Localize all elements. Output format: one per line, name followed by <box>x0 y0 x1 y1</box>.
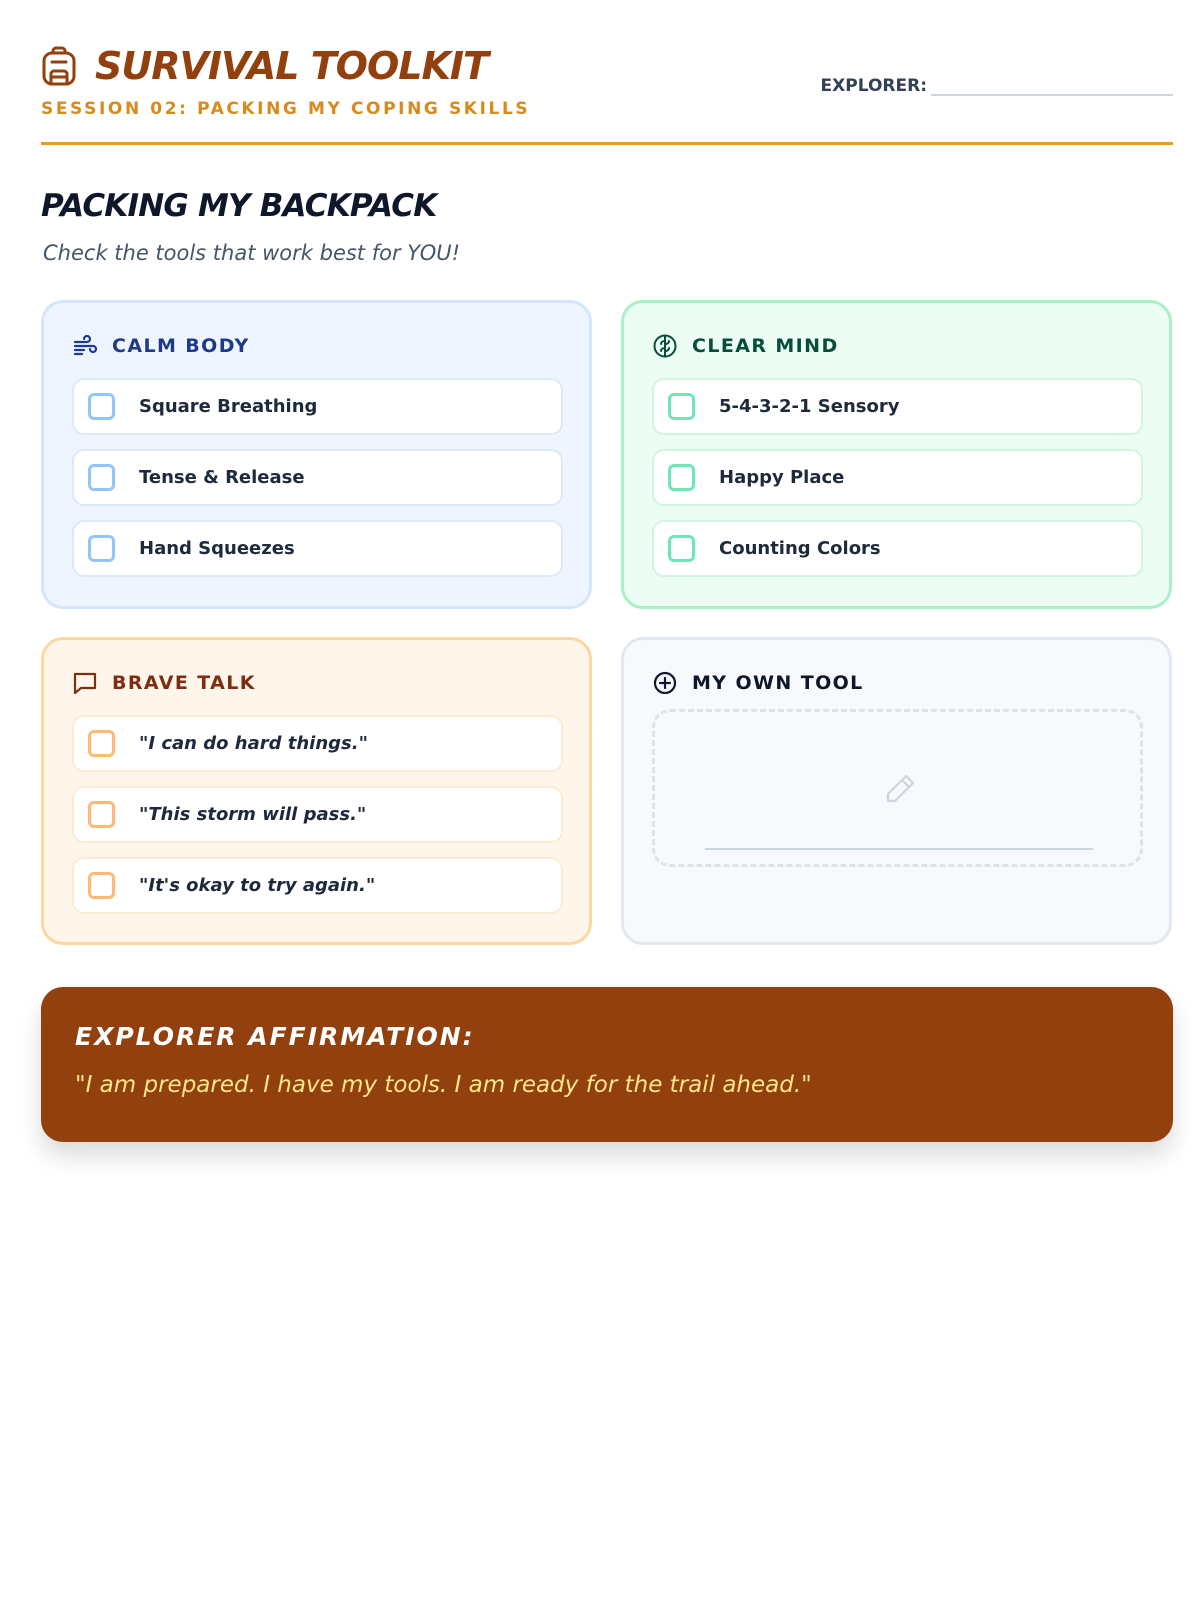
pencil-icon <box>883 772 917 806</box>
checkbox[interactable] <box>88 464 115 491</box>
item-label: 5-4-3-2-1 Sensory <box>719 396 900 417</box>
header <box>41 0 1173 145</box>
worksheet-page <box>41 0 1173 1098</box>
brand <box>41 44 488 88</box>
card-calm-body <box>41 300 592 609</box>
brain-icon <box>652 333 678 359</box>
card-label: MY OWN TOOL <box>692 672 864 694</box>
checkbox[interactable] <box>668 535 695 562</box>
checklist <box>72 378 563 591</box>
item-label: Square Breathing <box>139 396 318 417</box>
card-header <box>72 333 250 359</box>
card-header <box>652 333 839 359</box>
item-label: "I can do hard things." <box>139 733 368 754</box>
card-label: CALM BODY <box>112 335 250 357</box>
checkbox[interactable] <box>88 801 115 828</box>
section-subtitle: Check the tools that work best for YOU! <box>43 241 461 265</box>
section-title: PACKING MY BACKPACK <box>41 188 437 224</box>
speech-bubble-icon <box>72 670 98 696</box>
affirmation-quote: "I am prepared. I have my tools. I am ready for the trail ahead." <box>75 1072 812 1098</box>
item-label: Happy Place <box>719 467 845 488</box>
affirmation-title: EXPLORER AFFIRMATION: <box>75 1022 475 1051</box>
card-label: CLEAR MIND <box>692 335 839 357</box>
own-tool-write-line[interactable] <box>705 848 1093 850</box>
checkbox[interactable] <box>668 464 695 491</box>
item-label: Counting Colors <box>719 538 881 559</box>
checkbox[interactable] <box>88 393 115 420</box>
item-label: "It's okay to try again." <box>139 875 376 896</box>
explorer-field <box>821 68 1173 96</box>
item-label: "This storm will pass." <box>139 804 367 825</box>
own-tool-entry-box[interactable] <box>652 709 1143 867</box>
item-label: Hand Squeezes <box>139 538 295 559</box>
checklist <box>652 378 1143 591</box>
wind-icon <box>72 333 98 359</box>
session-subtitle: SESSION 02: PACKING MY COPING SKILLS <box>41 99 531 119</box>
checkbox[interactable] <box>88 872 115 899</box>
card-label: BRAVE TALK <box>112 672 256 694</box>
card-my-own-tool <box>621 637 1172 945</box>
card-header <box>652 670 864 696</box>
checklist-item[interactable] <box>72 520 563 577</box>
explorer-label: EXPLORER: <box>820 76 927 96</box>
checklist-item[interactable] <box>72 857 563 914</box>
checklist-item[interactable] <box>72 715 563 772</box>
checkbox[interactable] <box>88 535 115 562</box>
checkbox[interactable] <box>668 393 695 420</box>
card-header <box>72 670 256 696</box>
checklist-item[interactable] <box>72 786 563 843</box>
page-title: SURVIVAL TOOLKIT <box>95 44 488 88</box>
card-clear-mind <box>621 300 1172 609</box>
checklist-item[interactable] <box>652 520 1143 577</box>
plus-circle-icon <box>652 670 678 696</box>
checklist-item[interactable] <box>652 449 1143 506</box>
checkbox[interactable] <box>88 730 115 757</box>
checklist <box>72 715 563 928</box>
item-label: Tense & Release <box>139 467 305 488</box>
backpack-icon <box>41 46 77 86</box>
explorer-name-input[interactable] <box>931 68 1173 96</box>
checklist-item[interactable] <box>652 378 1143 435</box>
checklist-item[interactable] <box>72 449 563 506</box>
checklist-item[interactable] <box>72 378 563 435</box>
affirmation-banner <box>41 987 1173 1142</box>
card-brave-talk <box>41 637 592 945</box>
